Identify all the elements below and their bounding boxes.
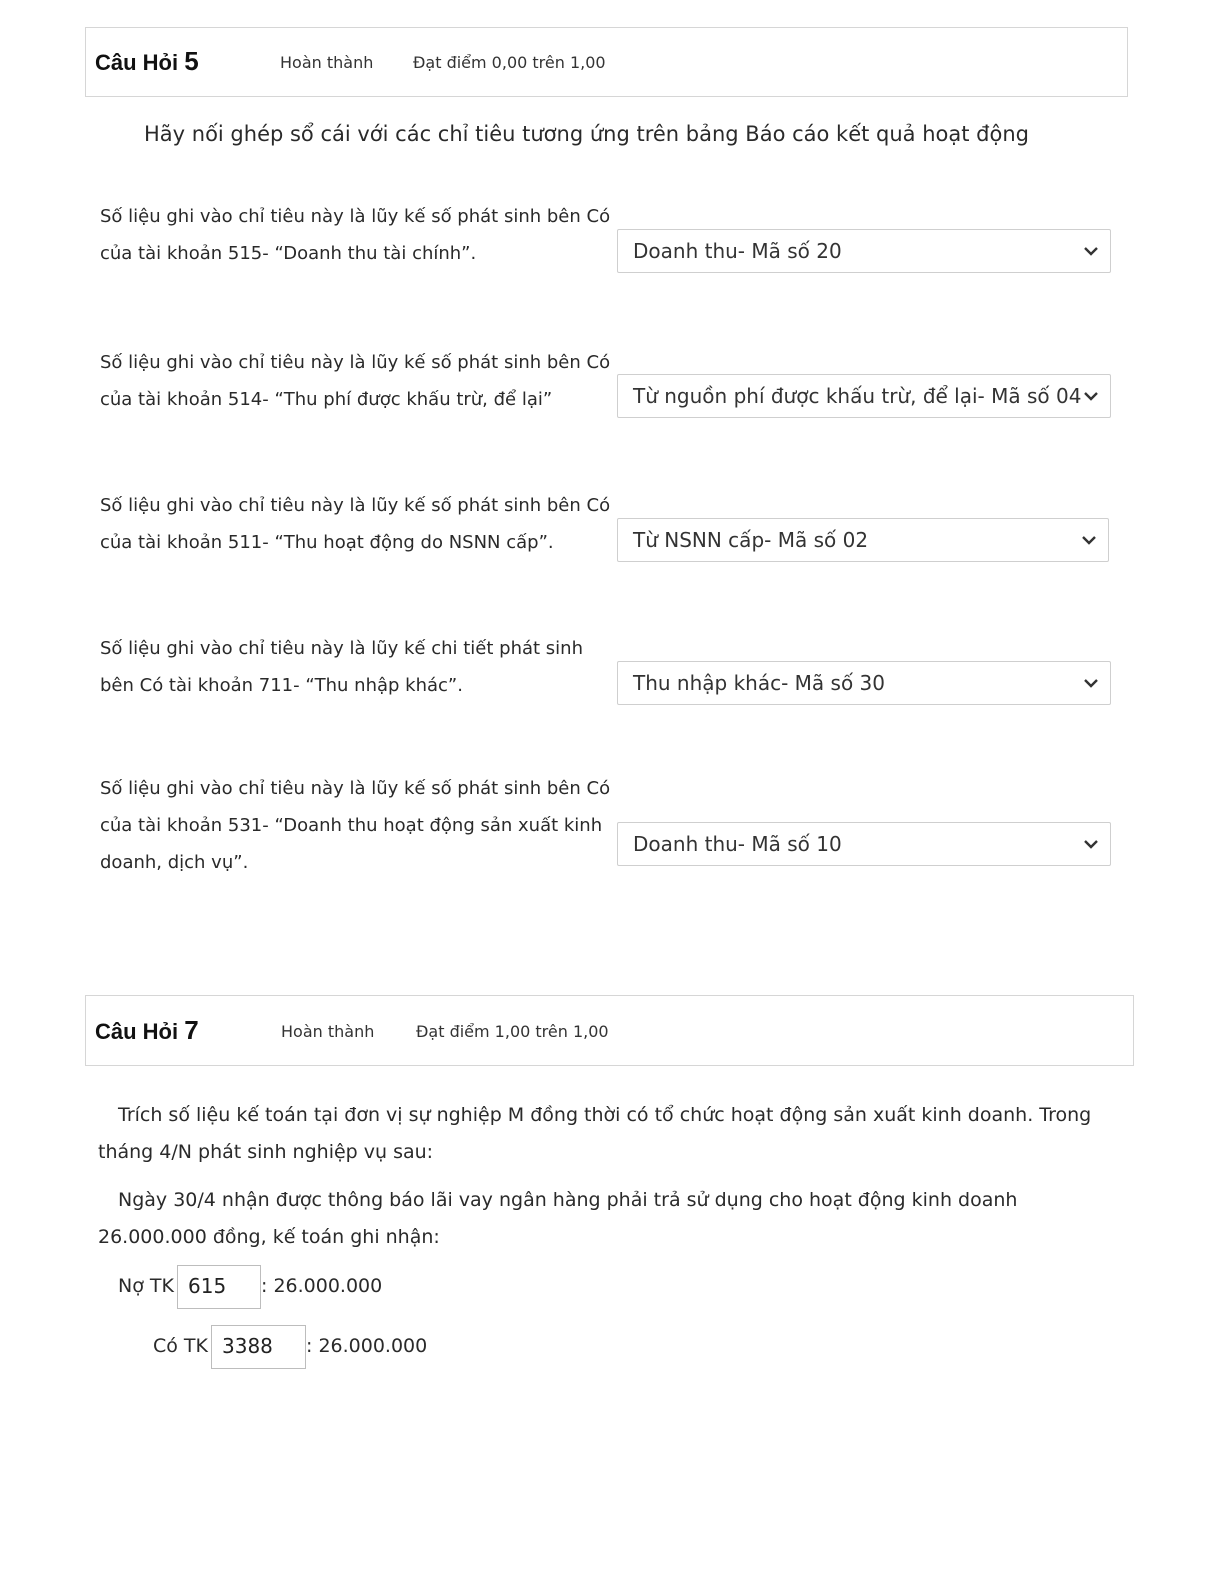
select-value: Từ nguồn phí được khấu trừ, để lại- Mã số 04 — [633, 384, 1082, 408]
debit-entry — [118, 1265, 418, 1309]
stem-line: doanh, dịch vụ”. — [100, 852, 249, 873]
match-select-3[interactable] — [617, 518, 1109, 562]
question-5-header — [85, 27, 1128, 97]
question-state: Hoàn thành — [280, 53, 374, 72]
chevron-down-icon — [1082, 388, 1100, 404]
question-title — [95, 46, 199, 77]
credit-label: Có TK — [153, 1335, 208, 1357]
select-value: Thu nhập khác- Mã số 30 — [633, 671, 886, 695]
question-state: Hoàn thành — [281, 1022, 375, 1041]
intro-text: Trích số liệu kế toán tại đơn vị sự nghiệp M đồng thời có tổ chức hoạt động sản xuất kinh doanh. Trong tháng 4/N phát sinh nghiệp vụ sau: — [98, 1104, 1092, 1163]
credit-amount: : 26.000.000 — [306, 1335, 428, 1357]
stem-line: Số liệu ghi vào chỉ tiêu này là lũy kế số phát sinh bên Có — [100, 206, 611, 227]
select-value: Từ NSNN cấp- Mã số 02 — [633, 528, 869, 552]
stem-line: của tài khoản 515- “Doanh thu tài chính”. — [100, 243, 477, 264]
match-stem-5 — [100, 770, 620, 881]
match-select-2[interactable] — [617, 374, 1111, 418]
question-7-header — [85, 995, 1134, 1066]
question-title-text: Câu Hỏi — [95, 50, 179, 75]
chevron-down-icon — [1082, 243, 1100, 259]
credit-entry — [153, 1325, 453, 1369]
select-value: Doanh thu- Mã số 20 — [633, 239, 842, 263]
question-number: 7 — [184, 1015, 199, 1045]
transaction-text — [98, 1182, 1098, 1256]
question-prompt: Hãy nối ghép sổ cái với các chỉ tiêu tương ứng trên bảng Báo cáo kết quả hoạt động — [144, 122, 1029, 146]
chevron-down-icon — [1082, 836, 1100, 852]
match-stem-4 — [100, 630, 620, 704]
stem-line: Số liệu ghi vào chỉ tiêu này là lũy kế số phát sinh bên Có — [100, 778, 611, 799]
question-grade: Đạt điểm 0,00 trên 1,00 — [413, 53, 606, 72]
debit-account-input[interactable]: 615 — [177, 1265, 261, 1309]
match-stem-1 — [100, 198, 620, 272]
stem-line: bên Có tài khoản 711- “Thu nhập khác”. — [100, 675, 463, 696]
question-title-text: Câu Hỏi — [95, 1019, 179, 1044]
debit-label: Nợ TK — [118, 1275, 174, 1297]
match-stem-3 — [100, 487, 620, 561]
chevron-down-icon — [1082, 675, 1100, 691]
question-grade: Đạt điểm 1,00 trên 1,00 — [416, 1022, 609, 1041]
match-stem-2 — [100, 344, 620, 418]
select-value: Doanh thu- Mã số 10 — [633, 832, 842, 856]
transaction-sentence: Ngày 30/4 nhận được thông báo lãi vay ngân hàng phải trả sử dụng cho hoạt động kinh doanh 26.000.000 đồng, kế toán ghi nhận: — [98, 1189, 1018, 1248]
match-select-1[interactable] — [617, 229, 1111, 273]
stem-line: của tài khoản 531- “Doanh thu hoạt động sản xuất kinh — [100, 815, 603, 836]
match-select-4[interactable] — [617, 661, 1111, 705]
stem-line: Số liệu ghi vào chỉ tiêu này là lũy kế số phát sinh bên Có — [100, 495, 611, 516]
stem-line: Số liệu ghi vào chỉ tiêu này là lũy kế chi tiết phát sinh — [100, 638, 583, 659]
chevron-down-icon — [1080, 532, 1098, 548]
stem-line: của tài khoản 514- “Thu phí được khấu trừ, để lại” — [100, 389, 553, 410]
question-title — [95, 1015, 199, 1046]
question-number: 5 — [184, 46, 199, 76]
question-intro — [98, 1097, 1118, 1171]
stem-line: Số liệu ghi vào chỉ tiêu này là lũy kế số phát sinh bên Có — [100, 352, 611, 373]
debit-amount: : 26.000.000 — [261, 1275, 383, 1297]
match-select-5[interactable] — [617, 822, 1111, 866]
stem-line: của tài khoản 511- “Thu hoạt động do NSNN cấp”. — [100, 532, 554, 553]
credit-account-input[interactable]: 3388 — [211, 1325, 306, 1369]
